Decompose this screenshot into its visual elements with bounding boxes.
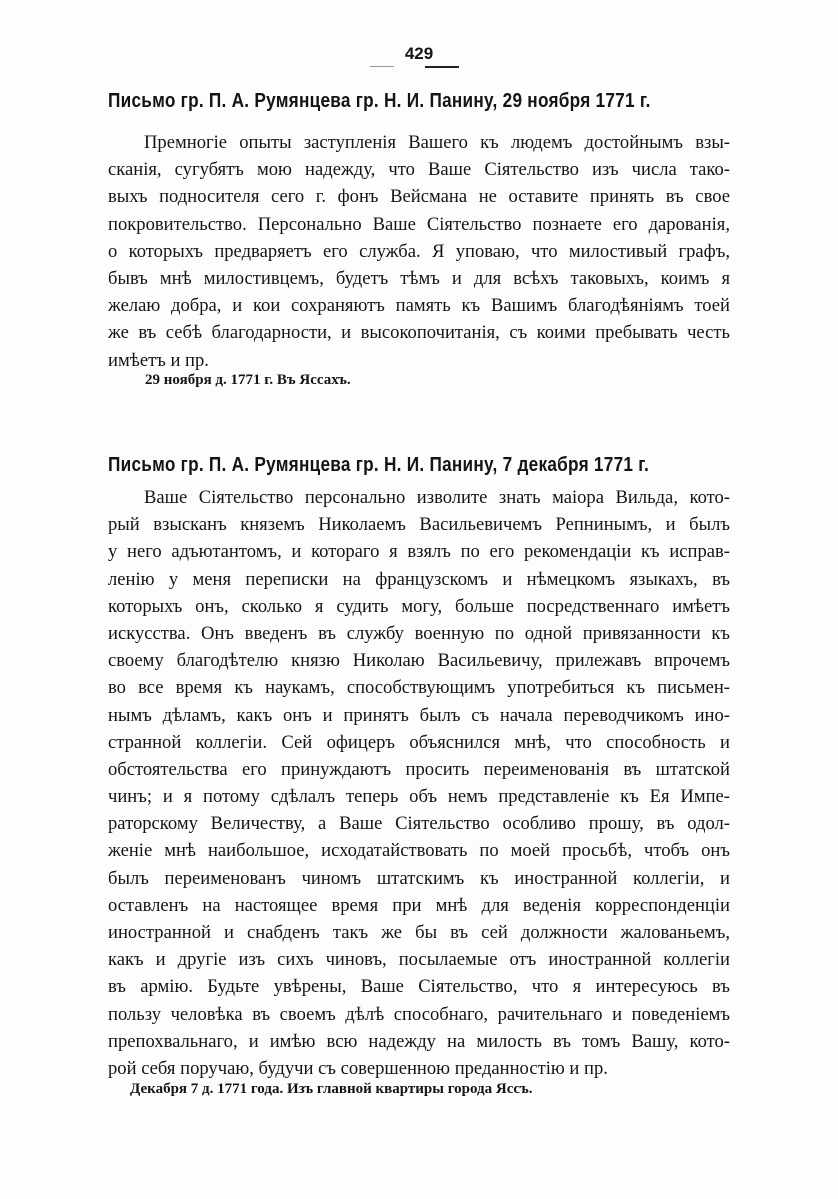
body-line: во все время къ наукамъ, способствующимъ употребиться къ письмен- <box>108 677 730 699</box>
body-line: Ваше Сіятельство персонально изволите знать маіора Вильда, кото- <box>144 487 730 508</box>
header-rule-left <box>370 66 394 67</box>
letter-1-title: Письмо гр. П. А. Румянцева гр. Н. И. Панину, 29 ноября 1771 г. <box>108 90 651 112</box>
body-line: иностранной и снабденъ такъ же бы въ сей должности жалованьемъ, <box>108 922 730 943</box>
page-number: 429 <box>404 44 434 63</box>
body-line: нымъ дѣламъ, какъ онъ и принятъ былъ съ начала переводчикомъ ино- <box>108 704 730 726</box>
body-line: ленію у меня переписки на французскомъ и нѣмецкомъ языкахъ, въ <box>108 568 730 590</box>
body-line: у него адъютантомъ, и котораго я взялъ по его рекомендаціи къ исправ- <box>108 541 730 563</box>
body-line: выхъ подносителя сего г. фонъ Вейсмана не оставите принять въ свое <box>108 186 730 208</box>
body-line: чинъ; и я потому сдѣлалъ теперь объ немъ представленіе къ Ея Импе- <box>108 786 730 808</box>
body-line: обстоятельства его принуждаютъ просить переименованія въ штатской <box>108 758 730 780</box>
body-line: женіе мнѣ наибольшое, исходатайствовать по моей просьбѣ, чтобъ онъ <box>108 840 730 862</box>
body-line: рой себя поручаю, будучи съ совершенною преданностію и пр. <box>108 1057 608 1079</box>
letter-2-body <box>108 484 730 1082</box>
body-line: раторскому Величеству, а Ваше Сіятельство особливо прошу, въ одол- <box>108 813 730 835</box>
body-line: же въ себѣ благодарности, и высокопочитанія, съ коими пребывать честь <box>108 322 730 344</box>
body-line: въ армію. Будьте увѣрены, Ваше Сіятельство, что я интересуюсь въ <box>108 976 730 998</box>
body-line: сканія, сугубятъ мою надежду, что Ваше Сіятельство изъ числа тако- <box>108 159 730 181</box>
letter-2-signature: Декабря 7 д. 1771 года. Изъ главной квартиры города Яссъ. <box>130 1081 533 1097</box>
body-line: препохвальнаго, и имѣю всю надежду на милость въ томъ Вашу, кото- <box>108 1030 730 1052</box>
body-line: пользу человѣка въ своемъ дѣлѣ способнаго, рачительнаго и поведеніемъ <box>108 1003 730 1025</box>
body-line: рый взысканъ княземъ Николаемъ Васильевичемъ Репнинымъ, и былъ <box>108 514 730 536</box>
body-line: своему благодѣтелю князю Николаю Васильевичу, прилежавъ впрочемъ <box>108 650 730 672</box>
letter-1-signature: 29 ноября д. 1771 г. Въ Яссахъ. <box>145 372 351 388</box>
body-line: странной коллегіи. Сей офицеръ объяснился мнѣ, что способность и <box>108 731 730 753</box>
body-line: бывъ мнѣ милостивцемъ, будетъ тѣмъ и для всѣхъ таковыхъ, коимъ я <box>108 267 730 289</box>
body-line: оставленъ на настоящее время при мнѣ для веденія корреспонденціи <box>108 894 730 916</box>
body-line: покровительство. Персонально Ваше Сіятельство познаете его дарованія, <box>108 213 730 235</box>
letter-1-body <box>108 129 730 374</box>
body-line: Премногіе опыты заступленія Вашего къ людемъ достойнымъ взы- <box>144 132 730 153</box>
body-line: о которыхъ предваряетъ его служба. Я уповаю, что милостивый графъ, <box>108 240 730 262</box>
letter-2-title: Письмо гр. П. А. Румянцева гр. Н. И. Панину, 7 декабря 1771 г. <box>108 454 649 476</box>
body-line: искусства. Онъ введенъ въ службу военную по одной привязанности къ <box>108 622 730 644</box>
body-line: имѣетъ и пр. <box>108 349 209 371</box>
header-rule-right <box>425 66 459 68</box>
body-line: какъ и другіе изъ сихъ чиновъ, посылаемые отъ иностранной коллегіи <box>108 949 730 971</box>
body-line: которыхъ онъ, сколько я судить могу, больше посредственнаго имѣетъ <box>108 595 730 617</box>
body-line: былъ переименованъ чиномъ штатскимъ къ иностранной коллегіи, и <box>108 867 730 889</box>
body-line: желаю добра, и кои сохраняютъ память къ Вашимъ благодѣяніямъ тоей <box>108 295 730 317</box>
